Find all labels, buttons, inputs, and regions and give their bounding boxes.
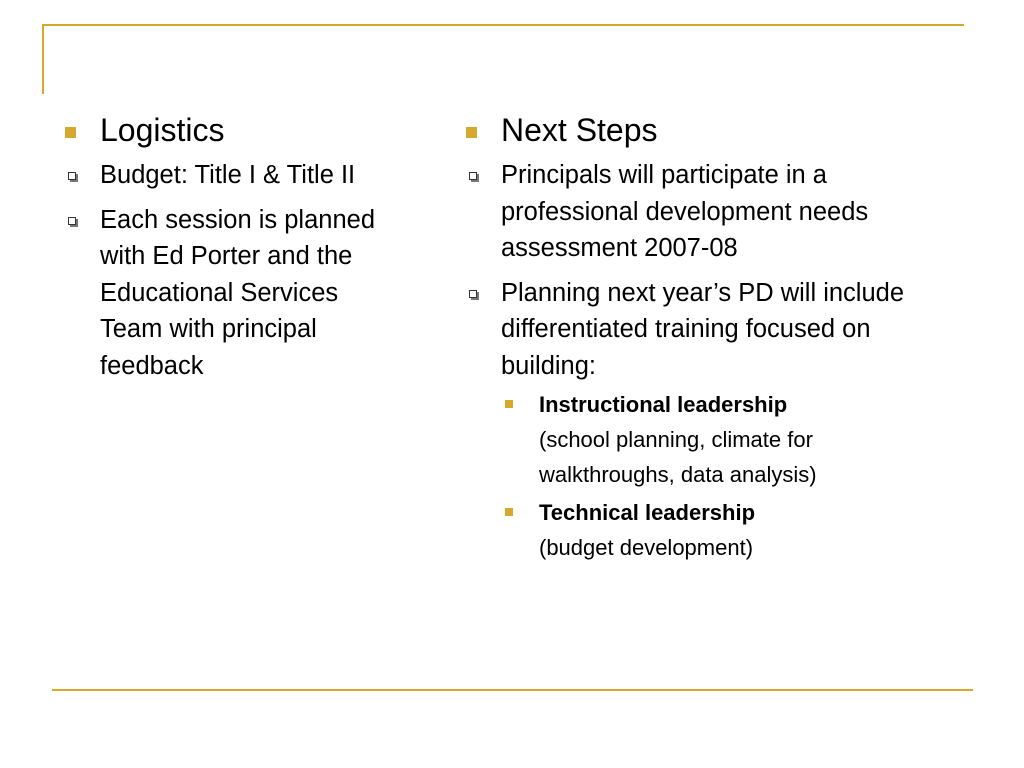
instructional-detail: (school planning, climate for walkthroughs, data analysis) <box>539 427 817 487</box>
left-column <box>62 110 442 384</box>
principals-text: Principals will participate in a professional development needs assessment 2007-08 <box>501 161 869 262</box>
technical-detail: (budget development) <box>539 535 754 560</box>
sessions-text: Each session is planned with Ed Porter and the Educational Services Team with principal feedback <box>100 205 376 380</box>
hollow-square-bullet-icon <box>68 172 76 180</box>
right-column <box>463 110 963 565</box>
instructional-title: Instructional leadership <box>539 392 788 417</box>
hollow-square-bullet-icon <box>469 172 477 180</box>
hollow-square-bullet-icon <box>68 217 76 225</box>
hollow-square-bullet-icon <box>469 290 477 298</box>
sub-sub-bullet-instructional <box>501 387 919 492</box>
frame-left-line <box>42 24 44 94</box>
planning-text: Planning next year’s PD will include differentiated training focused on building: <box>501 278 905 380</box>
sub-bullet-planning <box>463 275 921 385</box>
square-bullet-icon <box>466 127 477 138</box>
budget-text: Budget: Title I & Title II <box>100 161 356 189</box>
heading-next-steps: Next Steps <box>501 112 658 148</box>
frame-top-line <box>42 24 964 26</box>
square-bullet-icon <box>65 127 76 138</box>
frame-bottom-line <box>52 689 973 691</box>
technical-title: Technical leadership <box>539 500 756 525</box>
bullet-next-steps <box>463 110 963 150</box>
sub-sub-bullet-technical <box>501 495 919 565</box>
heading-logistics: Logistics <box>100 112 225 148</box>
square-bullet-icon <box>505 508 513 516</box>
sub-bullet-sessions <box>62 202 390 385</box>
sub-bullet-budget <box>62 157 400 194</box>
sub-bullet-principals <box>463 157 911 267</box>
bullet-logistics <box>62 110 442 150</box>
square-bullet-icon <box>505 400 513 408</box>
